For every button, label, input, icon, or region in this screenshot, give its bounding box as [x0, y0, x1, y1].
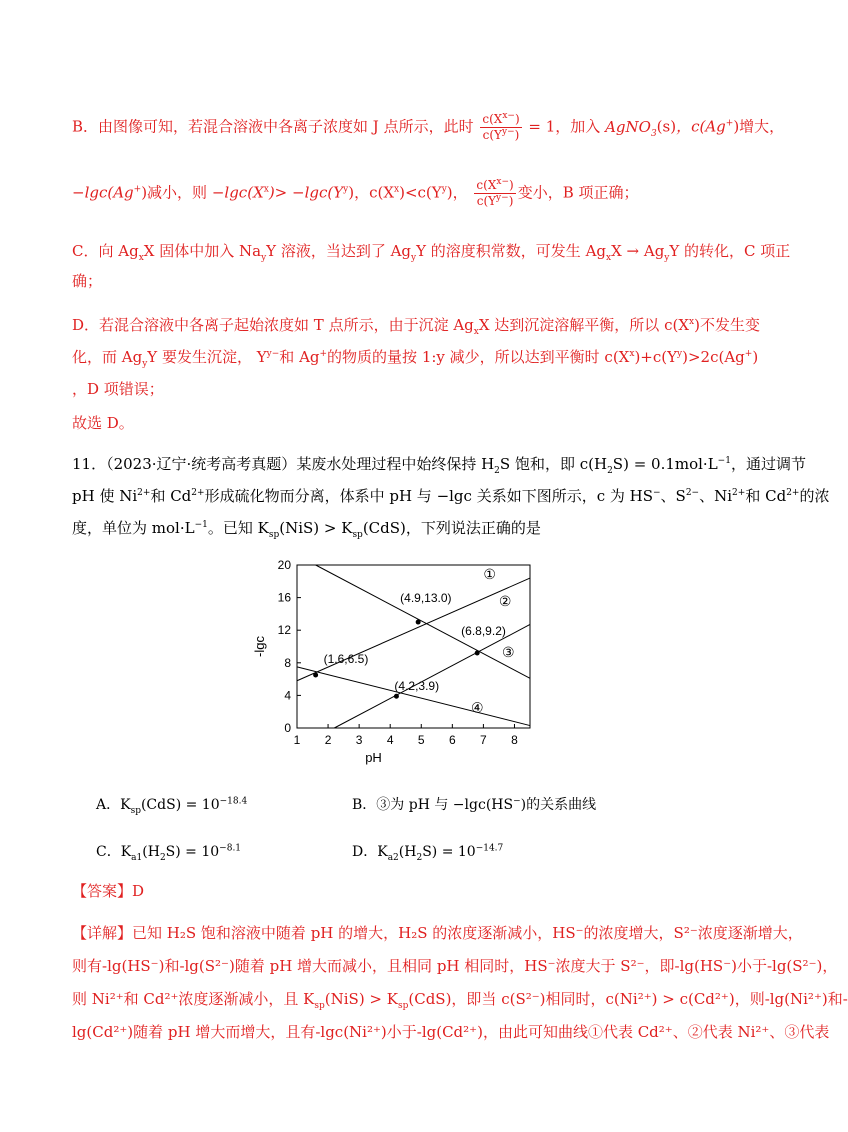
x-tick-label-3: 3: [355, 733, 363, 747]
x-tick-label-1: 1: [293, 733, 301, 747]
question-line-1: 11．（2023·辽宁·统考高考真题）某废水处理过程中始终保持 $H_2S$ 饱和，即 $c(H_2S) = 0.1mol\cdot L^{-1}$，通过调节: [72, 455, 806, 476]
detail-line-3: 则 Ni²⁺和 Cd²⁺浓度逐渐减小，且 $K_{sp}(NiS) > K_{sp}(CdS)$，即当 c(S²⁻)相同时，c(Ni²⁺) > c(Cd²⁺)，则-lg(Ni²⁺)和-: [72, 990, 848, 1011]
option-c: C．$K_{a1}(H_2S) = 10^{-8.1}$: [96, 843, 242, 863]
point-label-1: (4.9,13.0): [400, 591, 452, 606]
x-tick-label-6: 6: [448, 733, 456, 747]
y-tick-label-8: 8: [284, 655, 291, 670]
option-b: B．③为 pH 与 −lgc(HS−)的关系曲线: [352, 796, 597, 813]
option-b-line-2: −lgc(Ag+)减小，则 $-\lg c(X^x)> -\lg c(Y^y)$，$c(X^x)<c(Y^y)$， $\frac{c(X^{x-})}{c(Y^{y-})}$ 变小，B 项正确；: [72, 177, 639, 208]
answer-value: D: [132, 882, 145, 900]
option-c-line-2: 确；: [72, 272, 103, 290]
intersection-point-3: [313, 673, 318, 678]
point-label-2: (6.8,9.2): [461, 624, 506, 639]
plot-frame: [297, 565, 530, 728]
y-tick-label-4: 4: [284, 688, 291, 703]
question-line-3: 度，单位为 $mol\cdot L^{-1}$。已知 $K_{sp}(NiS) > K_{sp}(CdS)$，下列说法正确的是: [72, 519, 541, 540]
concentration-ratio-fraction: $\frac{c(X^{x-})}{c(Y^{y-})}$: [482, 111, 520, 142]
option-d-line-2: 化，而 $Ag_yY$ 要发生沉淀， $Y^{y-}$和 Ag+的物质的量按 1:y 减少，所以达到平衡时 $c(X^x)+c(Y^y)>2c(Ag^+)$: [72, 348, 759, 369]
choice-line: 故选 D。: [72, 414, 134, 432]
concentration-ratio-fraction-2: $\frac{c(X^{x-})}{c(Y^{y-})}$: [476, 177, 514, 208]
detail-line-2: 则有-lg(HS⁻)和-lg(S²⁻)随着 pH 增大而减小，且相同 pH 相同时，HS⁻浓度大于 S²⁻，即-lg(HS⁻)小于-lg(S²⁻)，: [72, 957, 838, 975]
series-label-4: ④: [470, 699, 484, 716]
x-axis-label: pH: [365, 750, 382, 765]
option-d: D．$K_{a2}(H_2S) = 10^{-14.7}$: [352, 843, 504, 863]
series-label-2: ②: [498, 592, 512, 609]
intersection-point-2: [475, 651, 480, 656]
y-tick-label-16: 16: [277, 590, 291, 605]
detail-line-1: 【详解】已知 H₂S 饱和溶液中随着 pH 的增大，H₂S 的浓度逐渐减小，HS⁻的浓度增大，S²⁻浓度逐渐增大，: [72, 924, 803, 942]
y-tick-label-20: 20: [277, 558, 291, 572]
option-d-line-3: ，D 项错误；: [72, 380, 164, 398]
x-tick-label-7: 7: [480, 733, 487, 747]
y-axis-label: -lgc: [252, 636, 267, 657]
intersection-point-1: [416, 620, 421, 625]
y-tick-label-0: 0: [284, 721, 291, 735]
y-tick-label-12: 12: [277, 623, 291, 638]
detail-line-4: lg(Cd²⁺)随着 pH 增大而增大，且有-lgc(Ni²⁺)小于-lg(Cd²⁺)，由此可知曲线①代表 Cd²⁺、②代表 Ni²⁺、③代表: [72, 1023, 830, 1041]
x-tick-label-5: 5: [417, 733, 425, 747]
x-tick-label-4: 4: [386, 733, 394, 747]
point-label-4: (4.2,3.9): [394, 679, 440, 694]
answer-line: [72, 880, 744, 902]
series-line-4: [297, 667, 530, 726]
question-line-2: pH 使 $Ni^{2+}$和 $Cd^{2+}$形成硫化物而分离，体系中 pH 与 −lgc 关系如下图所示，c 为 HS−、$S^{2-}$、$Ni^{2+}$和 $Cd^{2+}$的浓: [72, 487, 830, 505]
point-label-3: (1.6,6.5): [323, 652, 369, 667]
intersection-point-4: [394, 694, 399, 699]
series-label-1: ①: [483, 565, 496, 582]
ph-lgc-chart: [240, 553, 550, 778]
option-a: A．$K_{sp}(CdS) = 10^{-18.4}$: [96, 796, 248, 816]
answer-label: 【答案】: [72, 882, 133, 900]
x-tick-label-2: 2: [324, 733, 332, 747]
series-line-3: [334, 624, 530, 728]
x-tick-label-8: 8: [511, 733, 518, 747]
option-d-line-1: D．若混合溶液中各离子起始浓度如 T 点所示，由于沉淀 $Ag_xX$ 达到沉淀溶解平衡，所以 $c(X^x)$不发生变: [72, 316, 760, 337]
option-b-line-1: B．由图像可知，若混合溶液中各离子浓度如 J 点所示，此时 $\frac{c(X^{x-})}{c(Y^{y-})}$ = 1，加入 AgNO$_3$(s)，c(Ag+)增大，: [72, 111, 785, 142]
option-c-line-1: C．向 $Ag_xX$ 固体中加入 $Na_yY$ 溶液，当达到了 $Ag_yY$ 的溶度积常数，可发生 $Ag_xX \to Ag_yY$ 的转化，C 项正: [72, 242, 791, 263]
series-label-3: ③: [502, 644, 515, 661]
